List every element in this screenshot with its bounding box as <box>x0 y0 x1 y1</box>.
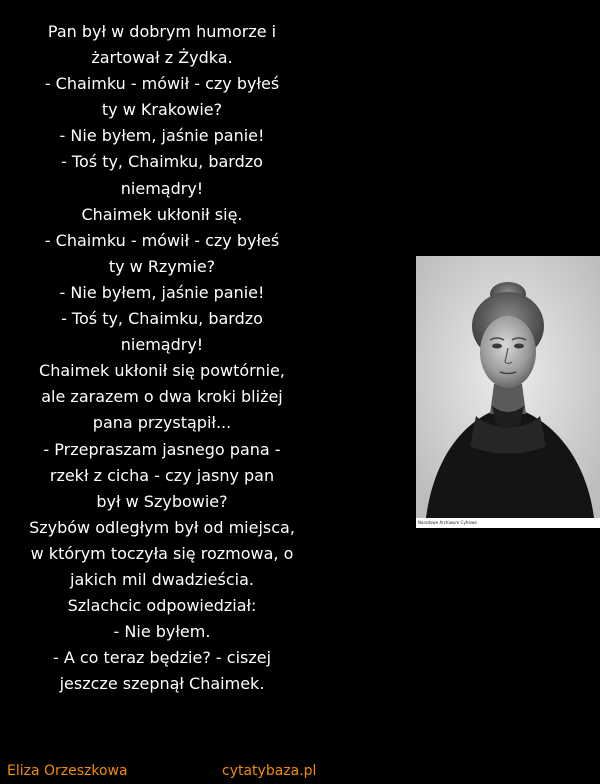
quote-line: niemądry! <box>120 178 204 198</box>
quote-line: niemądry! <box>120 335 204 355</box>
quote-line: ale zarazem o dwa kroki bliżej <box>41 387 283 407</box>
quote-line: - Toś ty, Chaimku, bardzo <box>61 309 263 329</box>
portrait-caption: Narodowe Archiwum Cyfrowe <box>416 518 600 528</box>
quote-line: Chaimek ukłonił się. <box>81 204 243 224</box>
quote-line: - Chaimku - mówił - czy byłeś <box>44 230 280 250</box>
quote-line: Szlachcic odpowiedział: <box>67 596 257 616</box>
quote-line: - Toś ty, Chaimku, bardzo <box>61 152 263 172</box>
quote-line: - Chaimku - mówił - czy byłeś <box>44 74 280 94</box>
quote-line: - Nie byłem, jaśnie panie! <box>59 126 265 146</box>
quote-line: pana przystąpił... <box>92 413 232 433</box>
portrait-image <box>416 256 600 518</box>
quote-line: w którym toczyła się rozmowa, o <box>30 543 294 563</box>
quote-line: - Przepraszam jasnego pana - <box>43 439 281 459</box>
quote-text <box>10 19 314 697</box>
quote-line: rzekł z cicha - czy jasny pan <box>49 465 275 485</box>
quote-line: - Nie byłem, jaśnie panie! <box>59 282 265 302</box>
site-link[interactable]: cytatybaza.pl <box>222 763 317 779</box>
quote-line: jakich mil dwadzieścia. <box>70 569 254 589</box>
quote-line: żartował z Żydka. <box>91 48 233 68</box>
quote-line: Szybów odległym był od miejsca, <box>29 517 295 537</box>
author-name[interactable]: Eliza Orzeszkowa <box>7 763 128 779</box>
quote-line: jeszcze szepnął Chaimek. <box>59 674 265 694</box>
quote-line: - Nie byłem. <box>113 622 211 642</box>
quote-line: - A co teraz będzie? - ciszej <box>52 648 272 668</box>
quote-line: Chaimek ukłonił się powtórnie, <box>39 361 285 381</box>
quote-line: był w Szybowie? <box>96 491 228 511</box>
quote-line: ty w Rzymie? <box>108 256 216 276</box>
author-portrait <box>416 256 600 518</box>
quote-line: ty w Krakowie? <box>101 100 223 120</box>
quote-line: Pan był w dobrym humorze i <box>47 22 277 41</box>
